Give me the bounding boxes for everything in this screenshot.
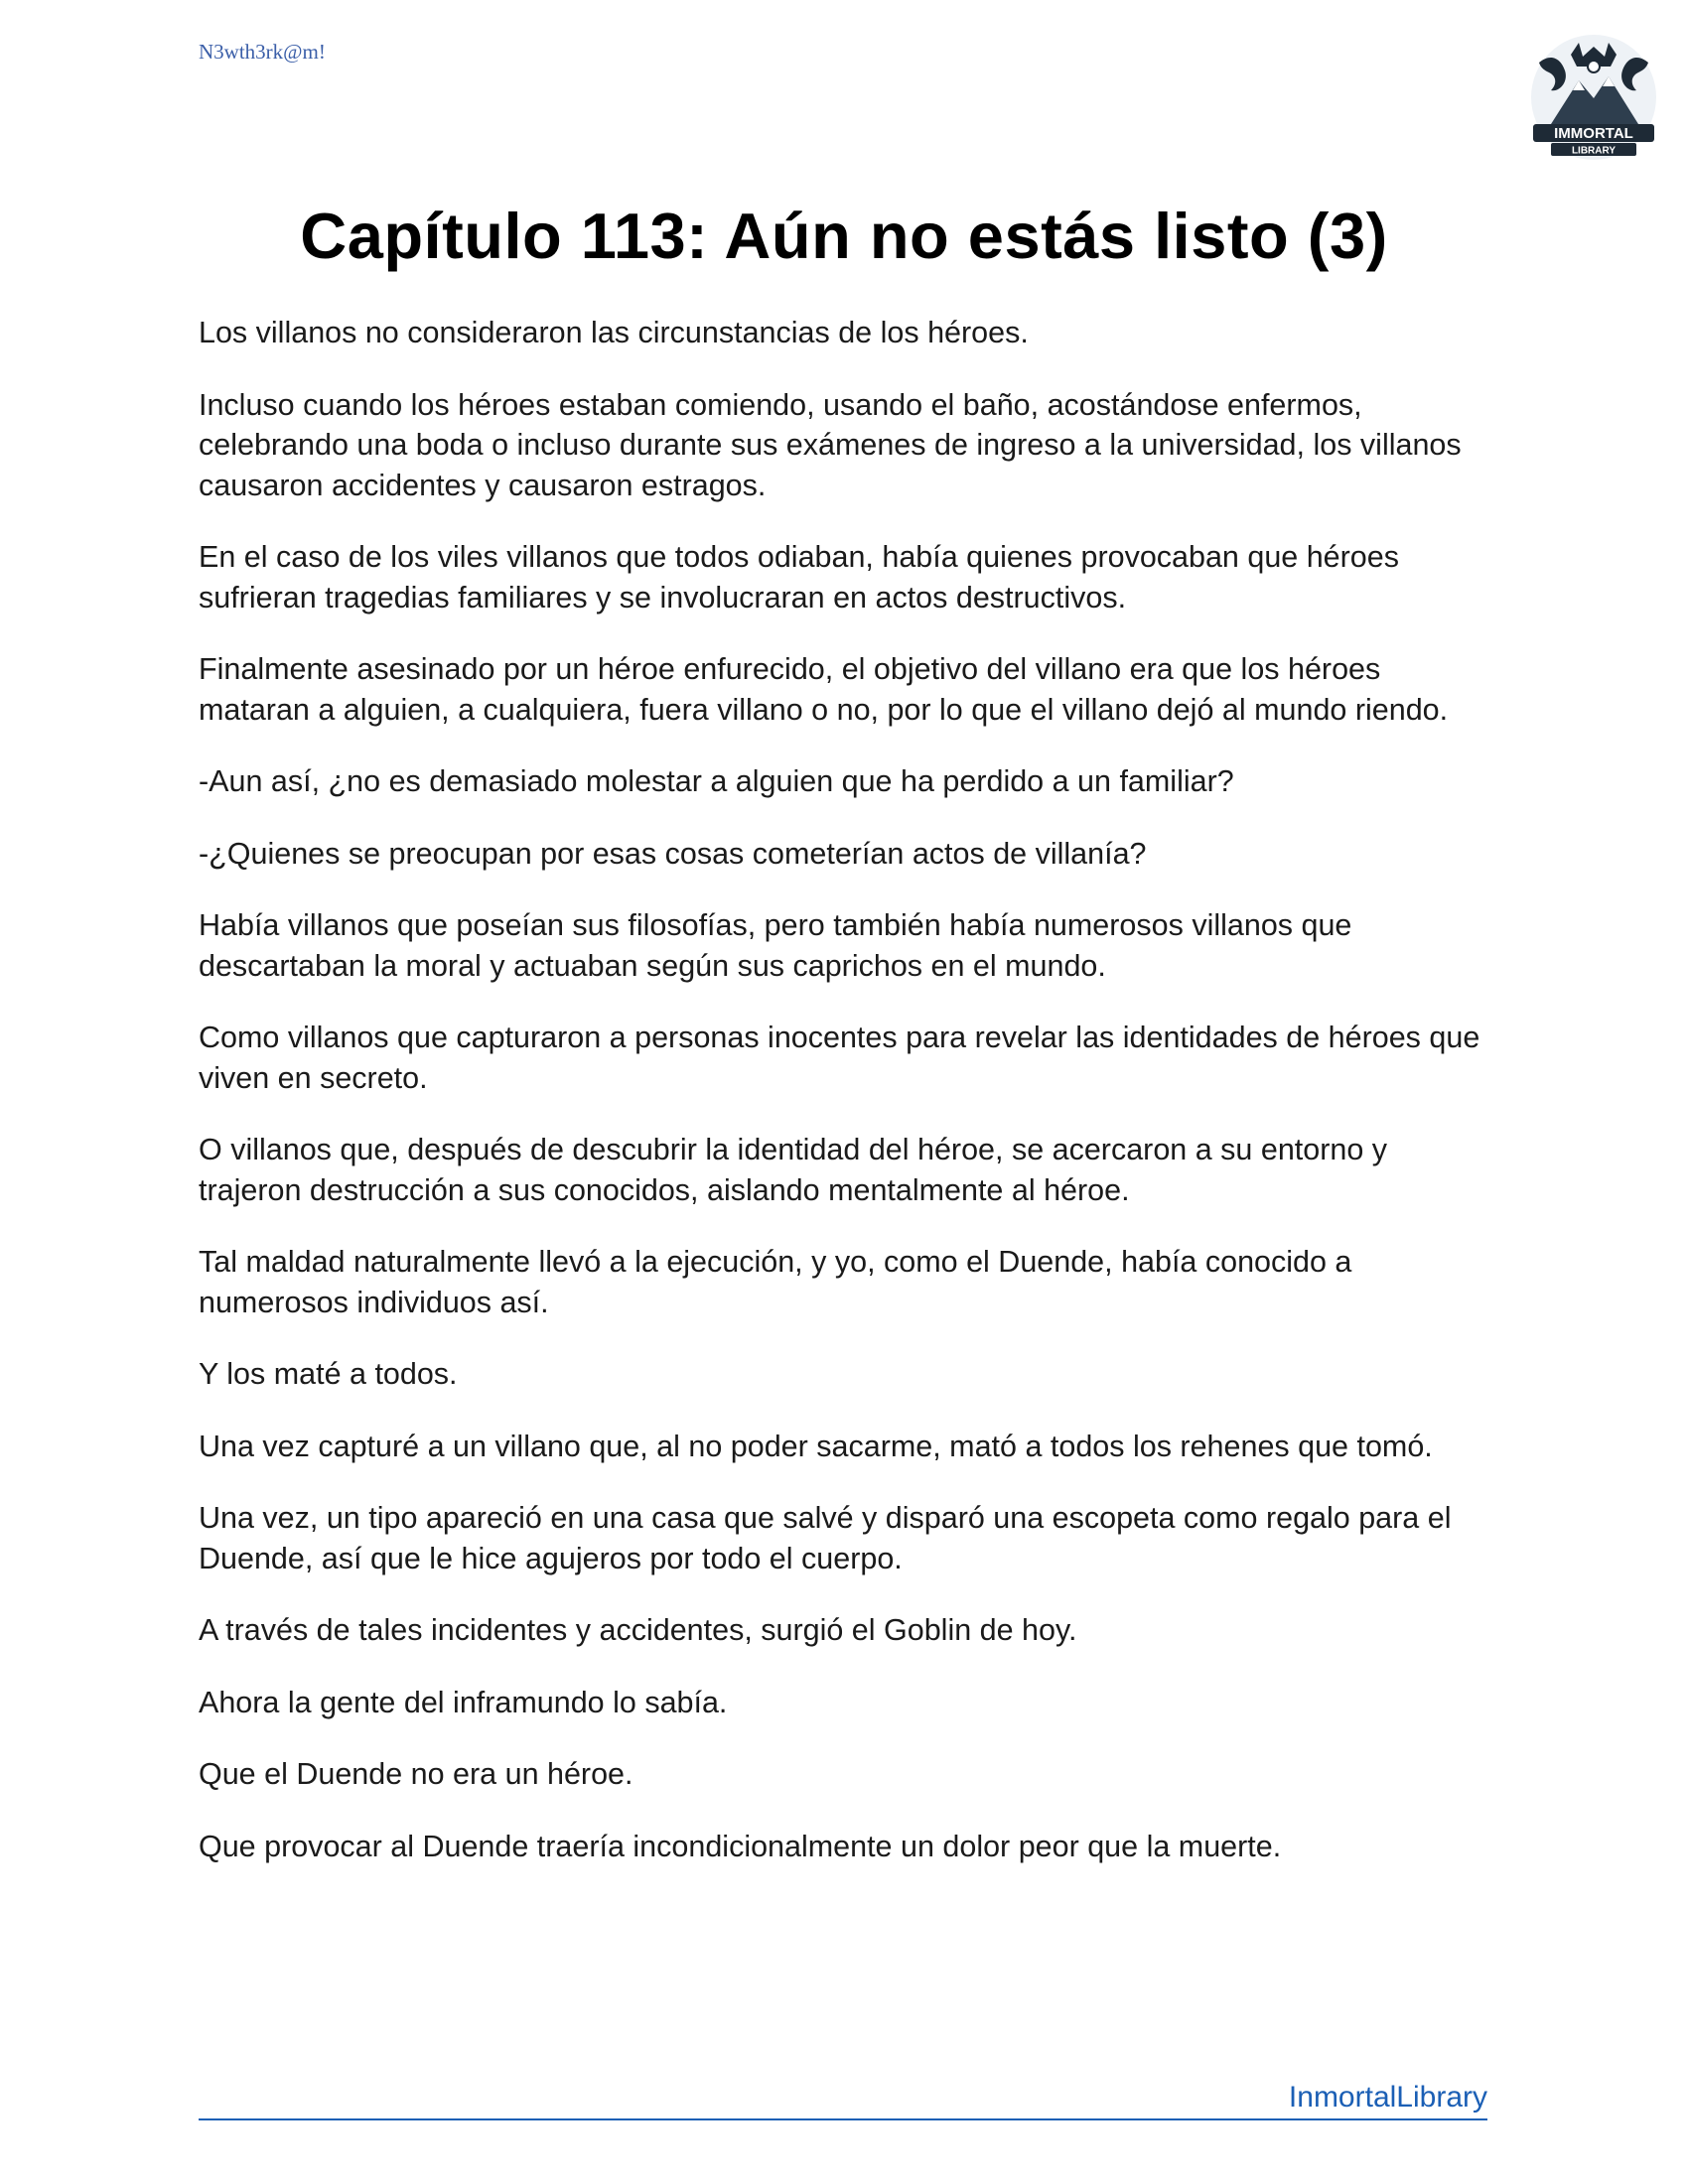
paragraph: Una vez, un tipo apareció en una casa que salvé y disparó una escopeta como regalo para el Duende, así que le hice agujeros por todo el cuerpo.: [199, 1501, 1452, 1575]
paragraph: En el caso de los viles villanos que todos odiaban, había quienes provocaban que héroes sufrieran tragedias familiares y se involucraran en actos destructivos.: [199, 540, 1399, 614]
paragraph: O villanos que, después de descubrir la identidad del héroe, se acercaron a su entorno y trajeron destrucción a sus conocidos, aislando mentalmente al héroe.: [199, 1133, 1388, 1207]
paragraph: Tal maldad naturalmente llevó a la ejecución, y yo, como el Duende, había conocido a numerosos individuos así.: [199, 1245, 1352, 1319]
paragraph: -¿Quienes se preocupan por esas cosas cometerían actos de villanía?: [199, 836, 1147, 871]
paragraph: Una vez capturé a un villano que, al no poder sacarme, mató a todos los rehenes que tomó.: [199, 1429, 1433, 1463]
logo-text-top: IMMORTAL: [1554, 125, 1633, 142]
paragraph: Que provocar al Duende traería incondicionalmente un dolor peor que la muerte.: [199, 1829, 1282, 1863]
paragraph: Había villanos que poseían sus filosofías, pero también había numerosos villanos que descartaban la moral y actuaban según sus caprichos en el mundo.: [199, 908, 1352, 983]
paragraph: Y los maté a todos.: [199, 1357, 458, 1391]
footer-site-link[interactable]: InmortalLibrary: [1288, 2081, 1487, 2114]
footer-divider: [199, 2118, 1487, 2120]
paragraph: -Aun así, ¿no es demasiado molestar a alguien que ha perdido a un familiar?: [199, 764, 1234, 798]
paragraph: Que el Duende no era un héroe.: [199, 1757, 633, 1791]
paragraph: Incluso cuando los héroes estaban comiendo, usando el baño, acostándose enfermos, celebrando una boda o incluso durante sus exámenes de ingreso a la universidad, los villanos causaron accidentes y causaron estragos.: [199, 387, 1462, 502]
chapter-title: Capítulo 113: Aún no estás listo (3): [300, 200, 1388, 272]
watermark-text: N3wth3rk@m!: [199, 40, 326, 64]
paragraph: A través de tales incidentes y accidentes, surgió el Goblin de hoy.: [199, 1613, 1077, 1647]
immortal-library-logo: [1521, 33, 1666, 162]
chapter-body: [199, 313, 1489, 1898]
logo-text-bottom: LIBRARY: [1571, 145, 1617, 157]
paragraph: Como villanos que capturaron a personas inocentes para revelar las identidades de héroes que viven en secreto.: [199, 1021, 1480, 1095]
paragraph: Finalmente asesinado por un héroe enfurecido, el objetivo del villano era que los héroes mataran a alguien, a cualquiera, fuera villano o no, por lo que el villano dejó al mundo riendo.: [199, 652, 1449, 727]
paragraph: Ahora la gente del inframundo lo sabía.: [199, 1685, 728, 1719]
paragraph: Los villanos no consideraron las circunstancias de los héroes.: [199, 316, 1029, 349]
